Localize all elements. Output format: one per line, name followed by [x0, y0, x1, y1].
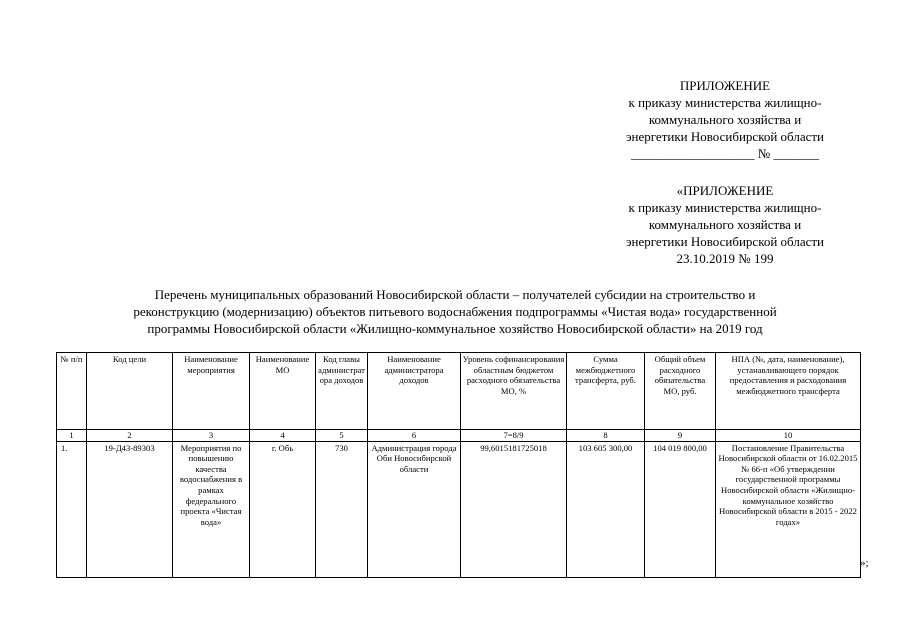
column-number: 1 [57, 430, 87, 442]
appendix-line: к приказу министерства жилищно- [628, 200, 822, 215]
column-number: 5 [316, 430, 368, 442]
header-cell-cofinancing-level: Уровень софинансирования областным бюджетом расходного обязательства МО, % [461, 353, 567, 430]
title-line: программы Новосибирской области «Жилищно-коммунальное хозяйство Новосибирской области» на 2019 год [147, 321, 763, 336]
header-cell-municipality: Наименование МО [250, 353, 316, 430]
table-column-number-row [57, 430, 861, 442]
appendix-line: к приказу министерства жилищно- [628, 95, 822, 110]
closing-quote-mark: »; [860, 557, 869, 569]
cell-admin-code: 730 [316, 441, 368, 577]
cell-row-number: 1. [57, 441, 87, 577]
subsidy-table [56, 352, 861, 578]
header-cell-target-code: Код цели [87, 353, 173, 430]
header-cell-admin-name: Наименование администратора доходов [368, 353, 461, 430]
appendix-line: энергетики Новосибирской области [625, 234, 825, 249]
cell-total-obligation: 104 019 800,00 [645, 441, 716, 577]
column-number: 6 [368, 430, 461, 442]
header-cell-transfer-amount: Сумма межбюджетного трансферта, руб. [567, 353, 645, 430]
table-header-row [57, 353, 861, 430]
appendix-block-existing [575, 182, 875, 267]
column-number: 2 [87, 430, 173, 442]
title-line: Перечень муниципальных образований Новосибирской области – получателей субсидии на строительство и [154, 287, 756, 302]
header-cell-admin-code: Код главы администратора доходов [316, 353, 368, 430]
column-number: 10 [716, 430, 861, 442]
appendix-line: энергетики Новосибирской области [625, 129, 825, 144]
document-title [60, 286, 850, 337]
column-number: 4 [250, 430, 316, 442]
cell-transfer-amount: 103 605 300,00 [567, 441, 645, 577]
appendix-line: ПРИЛОЖЕНИЕ [679, 78, 771, 93]
appendix-line: коммунального хозяйства и [648, 217, 802, 232]
appendix-date-number: 23.10.2019 № 199 [676, 251, 774, 266]
cell-municipality: г. Обь [250, 441, 316, 577]
appendix-signature-line: ___________________ № _______ [631, 146, 819, 161]
table-row [57, 441, 861, 577]
header-cell-number: № п/п [57, 353, 87, 430]
column-number: 8 [567, 430, 645, 442]
cell-cofinancing-level: 99,6015181725018 [461, 441, 567, 577]
appendix-line: «ПРИЛОЖЕНИЕ [676, 183, 774, 198]
cell-measure-name: Мероприятия по повышению качества водоснабжения в рамках федерального проекта «Чистая вода» [173, 441, 250, 577]
cell-legal-act: Постановление Правительства Новосибирской области от 16.02.2015 № 66-п «Об утверждении государственной программы Новосибирской области «Жилищно-коммунальное хозяйство Новосибирской области в 2015 - 2022 годах» [716, 441, 861, 577]
header-cell-legal-act: НПА (№, дата, наименование), устанавливающего порядок предоставления и расходования межбюджетного трансферта [716, 353, 861, 430]
appendix-block-new [575, 77, 875, 162]
header-cell-total-obligation: Общий объем расходного обязательства МО, руб. [645, 353, 716, 430]
cell-target-code: 19-Д43-89303 [87, 441, 173, 577]
header-cell-measure-name: Наименование мероприятия [173, 353, 250, 430]
title-line: реконструкцию (модернизацию) объектов питьевого водоснабжения подпрограммы «Чистая вода» государственной [133, 304, 777, 319]
column-number: 7=8/9 [461, 430, 567, 442]
cell-admin-name: Администрация города Оби Новосибирской области [368, 441, 461, 577]
column-number: 9 [645, 430, 716, 442]
appendix-line: коммунального хозяйства и [648, 112, 802, 127]
column-number: 3 [173, 430, 250, 442]
